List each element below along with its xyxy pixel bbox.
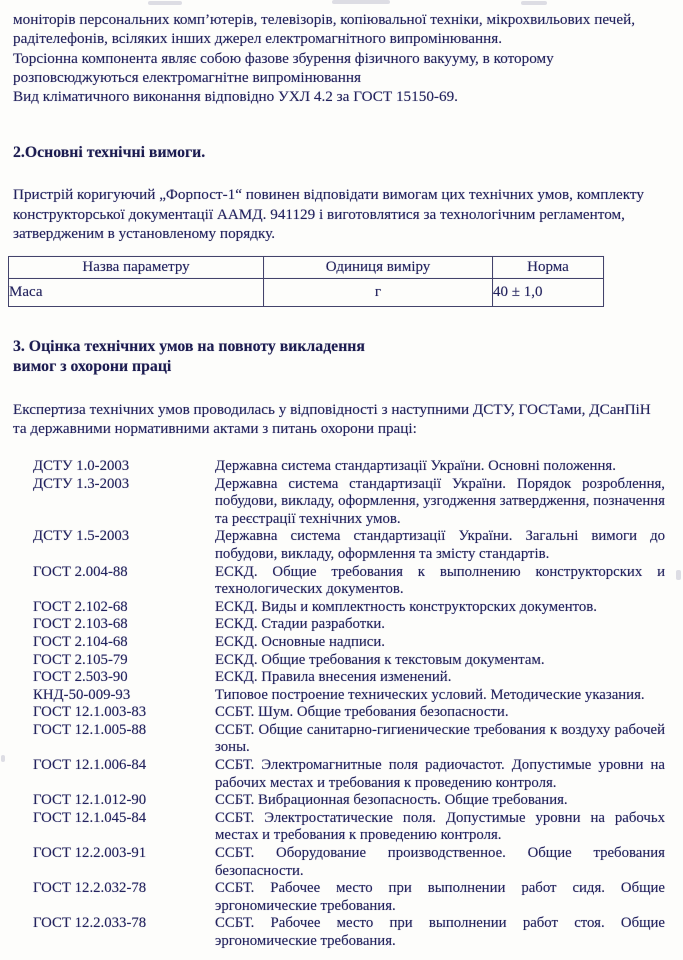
table-row [9, 278, 604, 306]
table-header-parameter-name: Назва параметру [9, 256, 264, 278]
standard-item [13, 669, 665, 687]
standard-code: ДСТУ 1.3-2003 [33, 475, 130, 492]
standard-description: ЕСКД. Общие требования к текстовым документам. [215, 651, 545, 668]
standard-code: ГОСТ 2.004-88 [33, 563, 128, 580]
standard-description: Типовое построение технических условий. Методические указания. [215, 686, 645, 703]
standard-code: ДСТУ 1.5-2003 [33, 528, 130, 545]
section2-paragraph: Пристрій коригуючий „Форпост-1“ повинен відповідати вимогам цих технічних умов, комплекту конструкторської документації ААМД. 941129 і виготовлятися за технологічним регламентом, затвердженим в установленому порядку. [13, 186, 644, 243]
standard-code: ГОСТ 12.2.032-78 [33, 880, 147, 897]
standard-item [13, 757, 665, 792]
standard-code: ГОСТ 2.104-68 [33, 633, 128, 650]
standard-description: ЕСКД. Правила внесения изменений. [215, 669, 452, 686]
standard-description: Державна система стандартизації України. Загальні вимоги до побудови, викладу, оформлення та змісту стандартів. [215, 528, 665, 562]
standard-description: ССБТ. Электростатические поля. Допустимые уровни на рабочьх местах и требования к проведению контроля. [215, 809, 665, 844]
table-header-row [9, 256, 604, 278]
standard-description: Державна система стандартизації України. Основні положення. [215, 457, 616, 474]
scan-artifact [1, 755, 5, 762]
standard-description: ЕСКД. Общие требования к выполнению конструкторских и технологических документов. [215, 563, 665, 598]
standard-description: ЕСКД. Основные надписи. [215, 633, 385, 650]
standard-code: ГОСТ 2.102-68 [33, 598, 128, 615]
standard-item [13, 652, 665, 670]
standard-item [13, 476, 665, 529]
standard-code: ГОСТ 2.103-68 [33, 616, 128, 633]
table-cell-unit: г [264, 278, 493, 306]
standard-item [13, 880, 665, 915]
standard-code: ДСТУ 1.0-2003 [33, 457, 130, 474]
section3-heading [13, 337, 665, 377]
standard-item [13, 634, 665, 652]
section3-heading-line1: 3. Оцінка технічних умов на повноту викладення [13, 337, 365, 355]
intro-paragraph-1: моніторів персональних комп’ютерів, телевізорів, копіювальної техніки, мікрохвильових печей, радітелефонів, всіляких інших джерел електромагнітного випромінювання. [13, 11, 635, 48]
standard-code: ГОСТ 12.1.003-83 [33, 704, 147, 721]
standard-item [13, 845, 665, 880]
standard-code: ГОСТ 2.105-79 [33, 651, 128, 668]
section3-paragraph: Експертиза технічних умов проводилась у відповідності з наступними ДСТУ, ГОСТами, ДСанПіН та державними нормативними актами з питань охорони праці: [13, 400, 651, 438]
standard-code: ГОСТ 12.1.012-90 [33, 792, 147, 809]
scan-artifact [148, 1, 182, 5]
standard-code: ГОСТ 12.1.045-84 [33, 809, 147, 826]
table-cell-norm: 40 ± 1,0 [493, 278, 604, 306]
standard-item [13, 528, 665, 563]
standard-item [13, 810, 665, 845]
standard-item [13, 722, 665, 757]
standard-description: ЕСКД. Стадии разработки. [215, 616, 386, 633]
standard-code: ГОСТ 12.1.006-84 [33, 757, 147, 774]
scan-artifact [332, 0, 390, 4]
standard-description: ССБТ. Электромагнитные поля радиочастот. Допустимые уровни на рабочих местах и требования к проведению контроля. [215, 757, 665, 791]
standard-description: ЕСКД. Виды и комплектность конструкторских документов. [215, 598, 597, 615]
standard-code: ГОСТ 12.2.033-78 [33, 915, 147, 932]
intro-paragraph-2: Торсіонна компонента являє собою фазове збурення фізичного вакууму, в которому розповсюджуються електромагнітне випромінювання [13, 49, 554, 86]
parameters-table [8, 256, 604, 307]
section2-heading: 2.Основні технічні вимоги. [13, 144, 206, 162]
standard-item [13, 687, 665, 705]
standard-description: ССБТ. Общие санитарно-гигиенические требования к воздуху рабочей зоны. [215, 721, 665, 756]
standard-description: ССБТ. Вибрационная безопасность. Общие требования. [215, 792, 568, 809]
scan-artifact [521, 1, 547, 5]
intro-section [13, 10, 665, 106]
standard-description: ССБТ. Рабочее место при выполнении работ сидя. Общие эргономические требования. [215, 880, 665, 914]
table-cell-parameter-name: Маса [9, 278, 264, 306]
table-header-norm: Норма [493, 256, 604, 278]
standard-description: ССБТ. Рабочее место при выполнении работ стоя. Общие эргономические требования. [215, 915, 665, 950]
standard-item [13, 704, 665, 722]
standard-item [13, 616, 665, 634]
standard-code: КНД-50-009-93 [33, 686, 131, 703]
standard-item [13, 564, 665, 599]
standard-code: ГОСТ 12.1.005-88 [33, 721, 147, 738]
intro-paragraph-3: Вид кліматичного виконання відповідно УХЛ 4.2 за ГОСТ 15150-69. [13, 88, 458, 106]
section3-heading-line2: вимог з охорони праці [13, 357, 172, 375]
standard-code: ГОСТ 2.503-90 [33, 669, 128, 686]
standard-item [13, 458, 665, 476]
standard-description: Державна система стандартизації України. Порядок розроблення, побудови, викладу, оформлення, узгодження затвердження, позначення та реєстрації технічних умов. [215, 475, 665, 527]
standard-item [13, 792, 665, 810]
standard-item [13, 599, 665, 617]
standard-item [13, 915, 665, 950]
standard-description: ССБТ. Шум. Общие требования безопасности. [215, 704, 509, 721]
table-header-unit: Одиниця виміру [264, 256, 493, 278]
standards-list [13, 458, 665, 951]
standard-code: ГОСТ 12.2.003-91 [33, 845, 147, 862]
standard-description: ССБТ. Оборудование производственное. Общие требования безопасности. [215, 845, 665, 879]
scan-artifact [676, 570, 681, 580]
